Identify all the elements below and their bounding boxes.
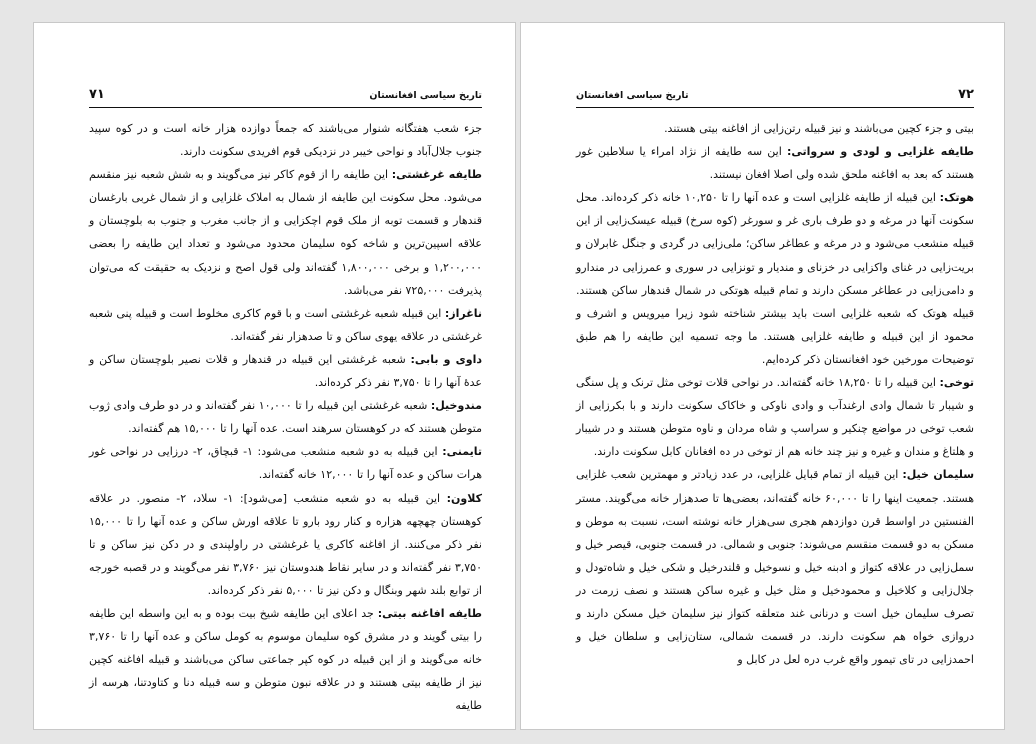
paragraph [89,487,482,602]
paragraph-text: این قبیله به دو شعبه منشعب می‌شود: ۱- قبچاق، ۲- درزایی در نواحی غور هرات ساکن و عده آنها را تا ۱۲,۰۰۰ خانه گفته‌اند. [89,445,482,482]
paragraph [576,186,974,371]
paragraph-heading: تایمنی: [442,445,482,459]
paragraph [576,117,974,140]
paragraph [576,463,974,671]
paragraph-heading: طایفه افاغنه بیتی: [377,606,482,620]
page-left [33,22,516,730]
page-header [576,87,974,108]
paragraph-text: این قبیله از طایفه غلزایی است و عده آنها را تا ۱۰,۲۵۰ خانه ذکر کرده‌اند. محل سکونت آنها در مرغه و دو طرف باری غر و سورغر (کوه سرخ) قبیله عیسک‌زایی از این قبیله منشعب می‌شود و در مرغه و عطاغر ساکن؛ ملی‌زایی در گردی و جنگل غابرلان و بریت‌زایی در غنای واکزایی در خزنای و مندیار و تونزایی در سوری و عمرزایی در مندارو و دامی‌زایی در عطاغر مسکن دارند و تمام قبیله هوتکی در شمال قندهار ساکن هستند. قبیله هوتک که شعبه غلزایی است باید بیشتر شناخته شود زیرا میرویس و اشرف و محمود از این قبیله و طایفه غلزایی هستند. ما وجه تسمیه این طایفه را هم طبق توضیحات مورخین خود افغانستان ذکر کرده‌ایم. [576,191,974,366]
paragraph-heading: کلاون: [446,491,482,505]
paragraph [89,602,482,717]
running-title: تاریخ سیاسی افغانستان [369,90,482,101]
paragraph-text: شعبه غرغشتی این قبیله را تا ۱۰,۰۰۰ نفر گفته‌اند و در دو طرف وادی ژوب متوطن هستند که در کوهستان سرهند است. عده آنها را تا ۱۵,۰۰۰ هم گفته‌اند. [89,399,482,436]
page-right [520,22,1005,730]
paragraph-heading: طایفه غلزایی و لودی و سرواتی: [786,145,975,159]
paragraph [89,440,482,486]
page-number: ۷۲ [958,87,974,102]
paragraph-text: بیتی و جزء کچین می‌باشند و نیز قبیله رتن‌زایی از افاغنه بیتی هستند. [664,122,974,135]
paragraph [89,302,482,348]
page-body [576,117,974,671]
paragraph [576,371,974,463]
page-header [89,87,482,108]
paragraph-text: شعبه غرغشتی این قبیله در قندهار و قلات نصیر بلوچستان ساکن و عدهٔ آنها را تا ۳,۷۵۰ نفر ذکر کرده‌اند. [89,352,482,390]
paragraph-text: جزء شعب هفتگانه شنوار می‌باشند که جمعاً دوازده هزار خانه است و در کوه سپید جنوب جلال‌آباد و نواحی خیبر در نزدیکی قوم افریدی سکونت دارند. [89,122,482,159]
paragraph-text: این قبیله از تمام قبایل غلزایی، در عدد زیادتر و مهمترین شعب غلزایی هستند. جمعیت اینها را تا ۶۰,۰۰۰ خانه گفته‌اند، بعضی‌ها تا صدهزار خانه می‌گویند. مستر الفنستین در اواسط قرن دوازدهم هجری سی‌هزار خانه نوشته است، نسبت به موطن و مسکن به دو قسمت منقسم می‌شوند: جنوبی و شمالی. در قسمت جنوبی، قیصر خیل و سمل‌زایی در علاقه کتواز و ادبنه خیل و نسوخیل و قلندرخیل و شکی خیل و شاه‌تودل و جلال‌زایی و کلاخیل و محمودخیل و مثل خیل و غیره ساکن هستند و نصف زرمت در تصرف سلیمان خیل است و درنانی غند متعلقه کتواز نیز سلیمان خیل مسکن دارند و دروازی خواه هم سکونت دارند. در قسمت شمالی، ستان‌زایی و سلطان خیل و احمدزایی در تای تیمور واقع غرب دره لعل در کابل و [576,468,974,667]
paragraph-heading: هوتک: [939,191,974,205]
paragraph-text: این سه طایفه از نژاد امراء یا سلاطین غور هستند که بعد به افاغنه ملحق شده ولی اصلا افغان نیستند. [576,145,974,182]
paragraph-heading: طایفه غرغشتی: [391,168,483,182]
paragraph-heading: ناغراز: [444,306,482,320]
paragraph-text: جد اعلای این طایفه شیخ بیت بوده و به این واسطه این طایفه را بیتی گویند و در مشرق کوه سلیمان موسوم به کومل ساکن و عده آنها را تا ۳,۷۶۰ خانه می‌گویند و از این قبیله در کوه کپر جماعتی ساکن می‌باشند و قبیله افاغنه کچین نیز از طایفه بیتی هستند و در علاقه نبون متوطن و سه قبیله دنا و کتاودتنا، هرسه از طایفه [89,606,482,713]
paragraph [89,163,482,302]
paragraph-text: این قبیله به دو شعبه منشعب [می‌شود]: ۱- سلاد، ۲- منصور. در علاقه کوهستان چهچهه هزاره و کنار رود بارو تا علاقه اورش ساکن و عده آنها را تا ۱۵,۰۰۰ نفر ذکر می‌کنند. از افاغنه کاکری یا غرغشتی در راولپندی و در دکن نیز ساکن و تا ۳,۷۵۰ نفر گفته‌اند و در سایر نقاط هندوستان نیز ۳,۷۶۰ نفر می‌گویند و در قصبه خورجه از توابع بلند شهر وبنگال و دکن نیز تا ۵,۰۰۰ نفر ذکر کرده‌اند. [89,491,482,597]
paragraph-heading: داوی و بابی: [410,352,482,366]
paragraph [89,394,482,440]
paragraph-heading: سلیمان خیل: [902,468,975,482]
running-title: تاریخ سیاسی افغانستان [576,90,689,101]
paragraph-text: این طایفه را از قوم کاکر نیز می‌گویند و به شش شعبه نیز منقسم می‌شود. محل سکونت این طایفه از شمال به املاک غلزایی و از شمال غربی بارغسان قندهار و قسمت توبه از ملک قوم اچکزایی و از جانب مغرب و جنوب به بلوچستان و علاقه اسپین‌ترین و شاخه کوه سلیمان محدود می‌شود و تعداد این طایفه را بعضی ۱,۲۰۰,۰۰۰ و برخی ۱,۸۰۰,۰۰۰ گفته‌اند ولی قول اصح و نزدیک به حقیقت که می‌توان پذیرفت ۷۲۵,۰۰۰ نفر می‌باشد. [89,168,483,297]
paragraph-heading: مندوخیل: [430,399,482,413]
page-body [89,117,482,717]
paragraph-text: این قبیله شعبه غرغشتی است و با قوم کاکری مخلوط است و قبیله پنی شعبه غرغشتی در علاقه یهوی ساکن و تا صدهزار نفر گفته‌اند. [89,306,482,343]
paragraph-text: این قبیله را تا ۱۸,۲۵۰ خانه گفته‌اند. در نواحی قلات توخی مثل ترنک و پل سنگی و شیبار تا شمال وادی ارغندآب و وادی ناوکی و خاکاک سکونت دارند و با بکرزایی از شعب توخی در مواضع چنکیر و سراسپ و شاه مردان و ناوه متوطن هستند و در شیبار و هلتاغ و مندان و غیره و نیز چند خانه هم از توخی در ده افغانان کابل سکونت دارند. [576,376,974,459]
paragraph [89,117,482,163]
paragraph [576,140,974,186]
paragraph-heading: توخی: [939,376,974,390]
page-number: ۷۱ [89,87,105,102]
paragraph [89,348,482,394]
